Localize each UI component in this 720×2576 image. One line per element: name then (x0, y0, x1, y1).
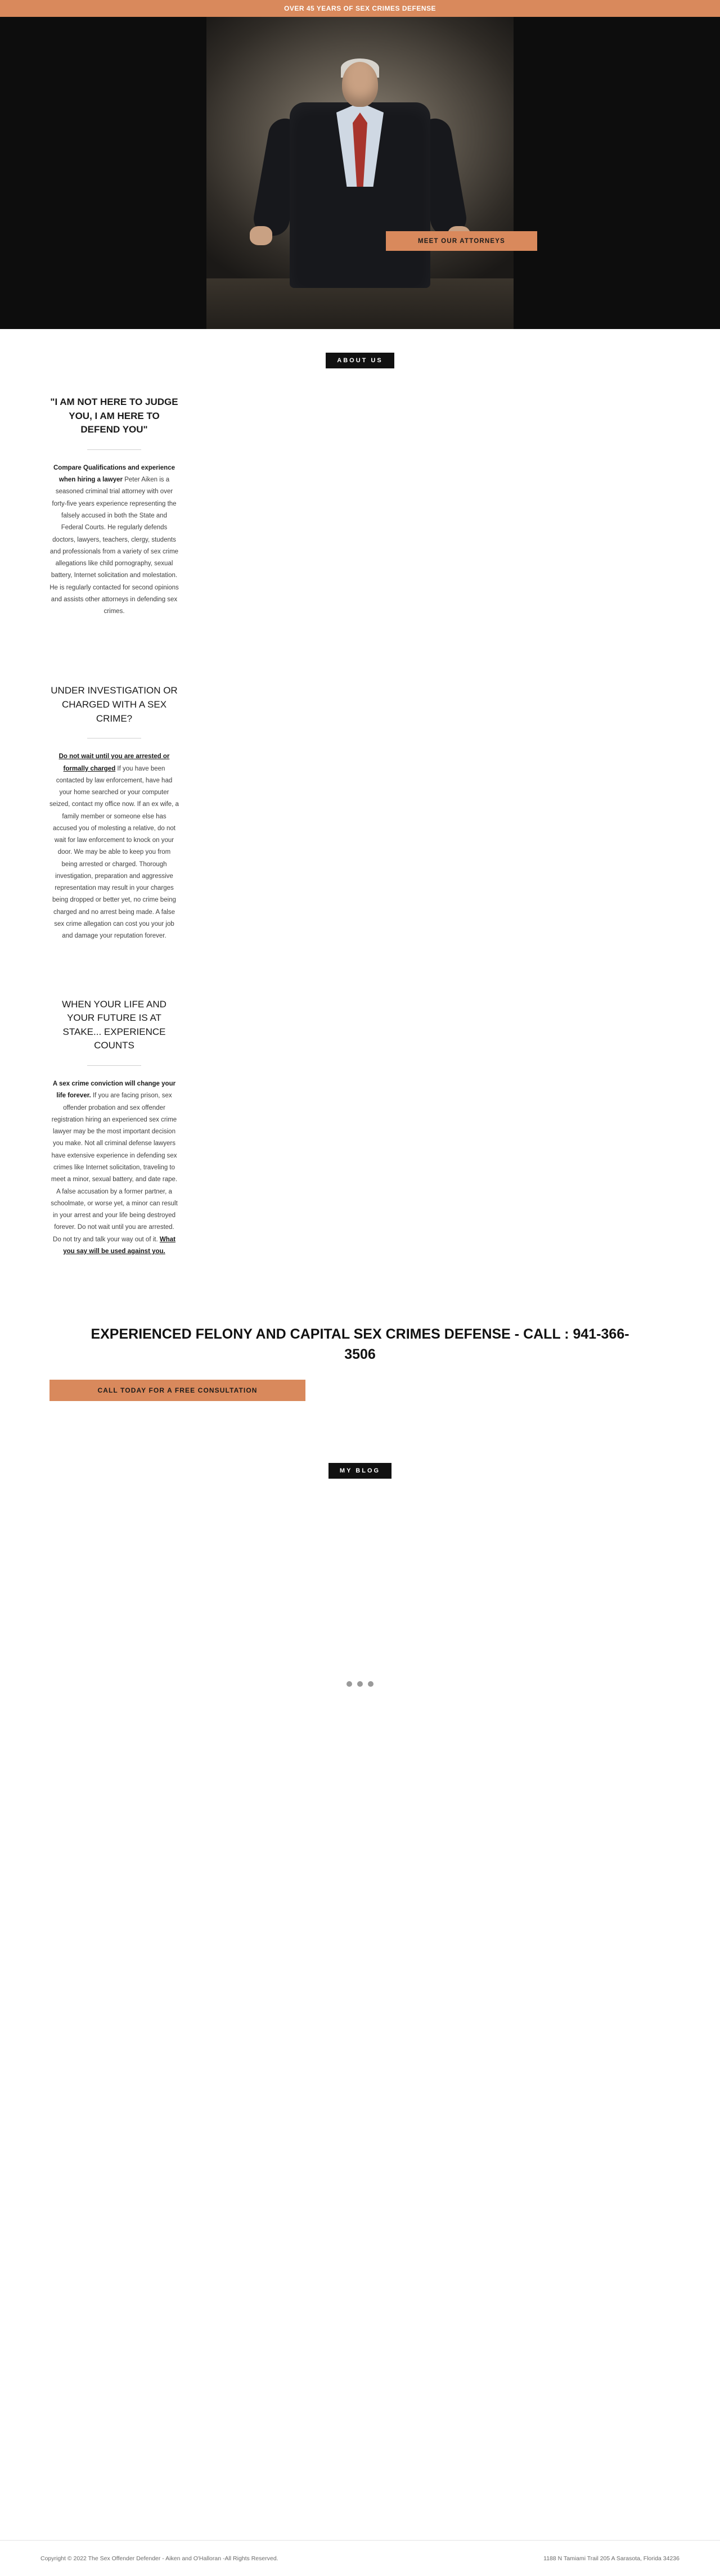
loading-dot (346, 1681, 352, 1687)
experience-body-end: What you say will be used against you. (63, 1236, 176, 1255)
experience-body (50, 1078, 179, 1258)
footer-address: 1188 N Tamiami Trail 205 A Sarasota, Florida 34236 (543, 2555, 680, 2562)
experience-divider (87, 1065, 141, 1066)
about-heading: "I AM NOT HERE TO JUDGE YOU, I AM HERE TO DEFEND YOU" (50, 397, 178, 435)
portrait-head (342, 62, 378, 107)
attorney-portrait-image (206, 17, 514, 329)
three-dots-loading-icon (346, 1681, 374, 1687)
about-block (50, 395, 179, 618)
free-consultation-button[interactable]: CALL TODAY FOR A FREE CONSULTATION (50, 1380, 305, 1401)
about-section-label: ABOUT US (326, 353, 394, 368)
hero-section (0, 17, 720, 329)
experience-body-lead: A sex crime conviction will change your life forever. (52, 1080, 176, 1100)
top-announcement-bar (0, 0, 720, 17)
experience-heading: WHEN YOUR LIFE AND YOUR FUTURE IS AT STAKE... EXPERIENCE COUNTS (62, 998, 166, 1051)
about-body-rest: Peter Aiken is a seasoned criminal trial attorney with over forty-five years experience representing the falsely accused in both the State and Federal Courts. He regularly defends doctors, lawyers, teachers, clergy, students and professionals from a variety of sex crime allegations like child pornography, sexual battery, Internet solicitation and molestation. He is regularly contacted for second opinions and assists other attorneys in defending sex crimes. (50, 476, 179, 615)
about-divider (87, 449, 141, 450)
about-section-label-wrapper (0, 329, 720, 368)
experience-block (50, 998, 179, 1258)
top-announcement-text: OVER 45 YEARS OF SEX CRIMES DEFENSE (284, 4, 436, 12)
portrait-hand-left (250, 226, 272, 245)
site-footer (0, 2540, 720, 2576)
blog-section-label: MY BLOG (328, 1463, 392, 1479)
investigation-body-lead: Do not wait until you are arrested or formally charged (58, 753, 170, 772)
about-body-lead: Compare Qualifications and experience when hiring a lawyer (53, 464, 175, 484)
investigation-heading: UNDER INVESTIGATION OR CHARGED WITH A SEX CRIME? (51, 685, 178, 724)
loading-dot (368, 1681, 374, 1687)
blog-feed-area (0, 1479, 720, 1782)
experience-body-mid: If you are facing prison, sex offender probation and sex offender registration hiring an experienced sex crime lawyer may be the most important decision you make. Not all criminal defense lawyers have extensive experience in defending sex crimes like Internet solicitation, traveling to meet a minor, sexual battery, and date rape. A false accusation by a former partner, a schoolmate, or worse yet, a minor can result in your arrest and your life being destroyed forever. Do not wait until you are arrested. Do not try and talk your way out of it. (51, 1092, 178, 1243)
footer-copyright: Copyright © 2022 The Sex Offender Defender - Aiken and O'Halloran -All Rights Reserved. (40, 2555, 278, 2562)
meet-our-attorneys-button[interactable]: MEET OUR ATTORNEYS (386, 231, 537, 251)
loading-dot (357, 1681, 363, 1687)
investigation-block (50, 684, 179, 942)
contact-headline: EXPERIENCED FELONY AND CAPITAL SEX CRIMES DEFENSE - CALL : 941-366-3506 (91, 1326, 629, 1363)
about-body (50, 462, 179, 618)
investigation-body (50, 751, 179, 942)
blog-section-label-wrapper (0, 1463, 720, 1479)
investigation-body-rest: If you have been contacted by law enforcement, have had your home searched or your computer seized, contact my office now. If an ex wife, a family member or someone else has accused you of molesting a relative, do not wait for law enforcement to knock on your door. We may be able to keep you from being arrested or charged. Thorough investigation, preparation and aggressive representation may result in your charges being dropped or better yet, no crime being charged and no arrest being made. A false sex crime allegation can cost you your job and damage your reputation forever. (50, 765, 179, 940)
